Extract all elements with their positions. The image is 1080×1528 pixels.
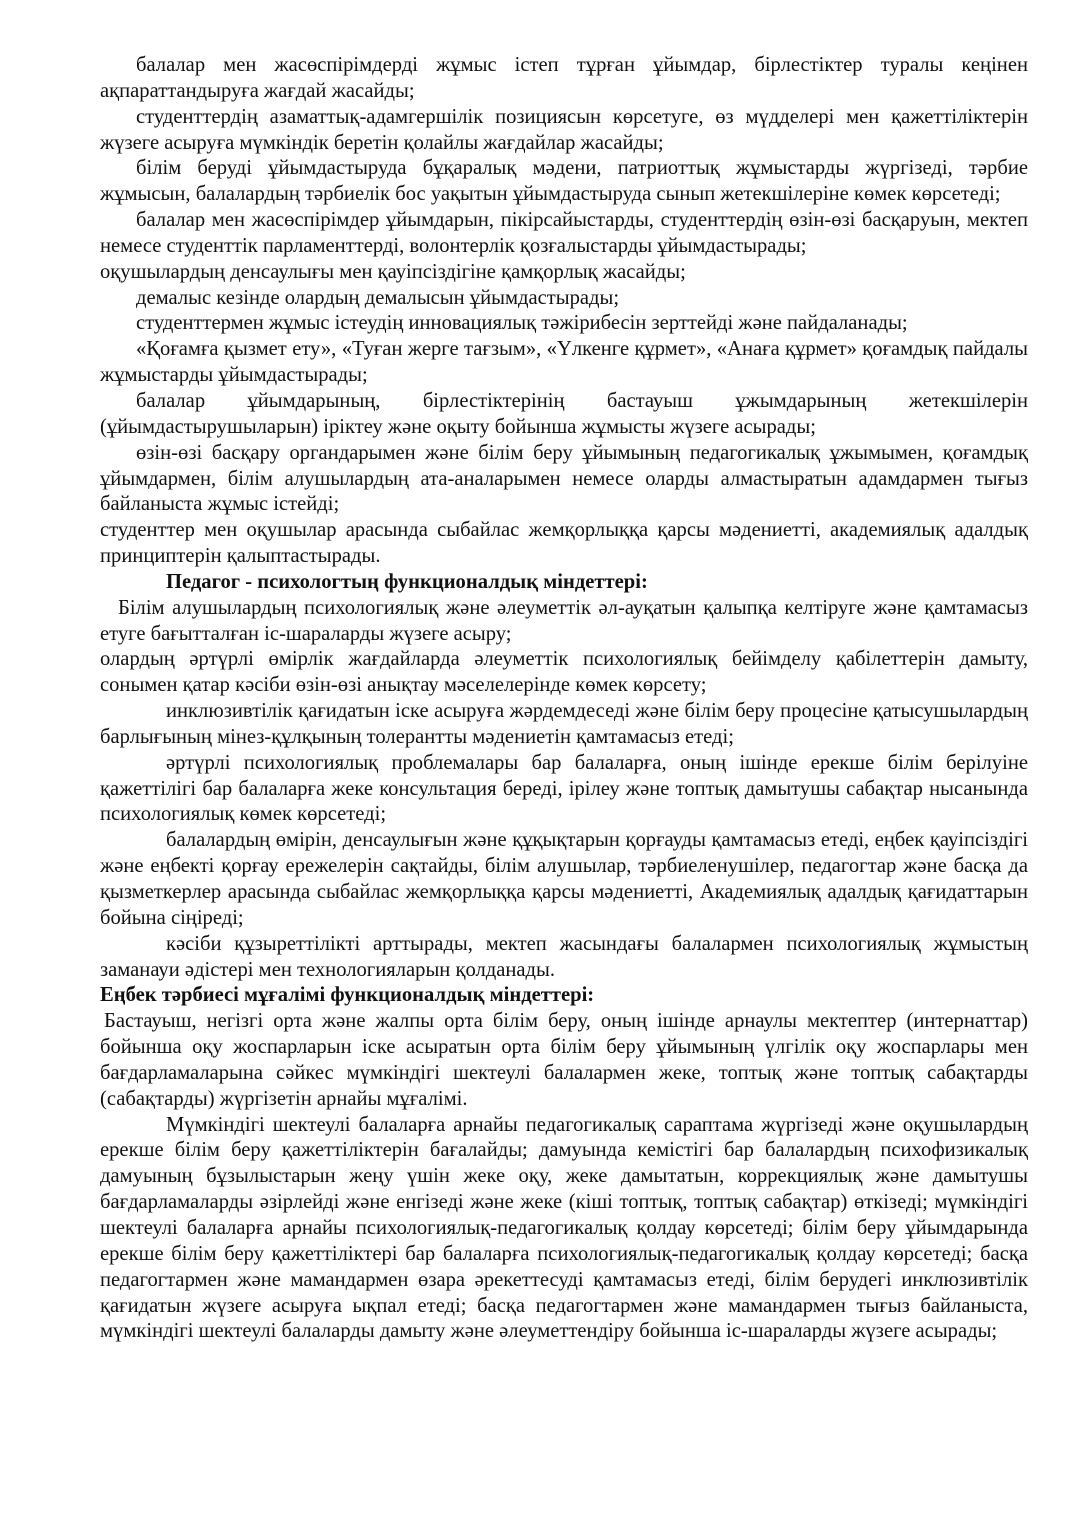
paragraph-8: «Қоғамға қызмет ету», «Туған жерге тағзым», «Үлкенге құрмет», «Анаға құрмет» қоғамдық пайдалы жұмыстарды ұйымдастырады; bbox=[100, 338, 1028, 387]
paragraph-14: инклюзивтілік қағидатын іске асыруға жәрдемдеседі және білім беру процесіне қатысушылардың барлығының мінез-құлқының толерантты мәдениетін қамтамасыз етеді; bbox=[100, 700, 1028, 748]
section-heading-labor-teacher: Еңбек тәрбиесі мұғалімі функционалдық міндеттері: bbox=[100, 984, 595, 1007]
paragraph-13: олардың әртүрлі өмірлік жағдайларда әлеуметтік психологиялық бейімделу қабілеттерін дамыту, сонымен қатар кәсіби өзін-өзі анықтау мәселелерінде көмек көрсету; bbox=[100, 648, 1028, 697]
paragraph-10: өзін-өзі басқару органдарымен және білім беру ұйымының педагогикалық ұжымымен, қоғамдық ұйымдармен, білім алушылардың ата-аналарымен немесе оларды алмастыратын адамдармен тығыз байланыста жұмыс істейді; bbox=[100, 441, 1028, 516]
paragraph-7: студенттермен жұмыс істеудің инновациялық тәжірибесін зерттейді және пайдаланады; bbox=[136, 312, 908, 335]
paragraph-12: Білім алушылардың психологиялық және әлеуметтік әл-ауқатын қалыпқа келтіруге және қамтамасыз етуге бағытталған іс-шараларды жүзеге асыру; bbox=[100, 596, 1028, 645]
paragraph-1: балалар мен жасөспірімдерді жұмыс істеп тұрған ұйымдар, бірлестіктер туралы кеңінен ақпараттандыруға жағдай жасайды; bbox=[100, 54, 1028, 102]
section-heading-psychologist: Педагог - психологтың функционалдық міндеттері: bbox=[166, 570, 648, 593]
paragraph-19: Мүмкіндігі шектеулі балаларға арнайы педагогикалық сараптама жүргізеді және оқушылардың ерекше білім беру қажеттіліктерін бағалайды; дамуында кемістігі бар балалардың психофизикалық дамуының бұзылыстарын жеңу үшін жеке оқу, жеке дамытатын, коррекциялық және дамытушы бағдарламаларды әзірлейді және енгізеді және жеке (кіші топтық, топтық сабақтар) өткізеді; мүмкіндігі шектеулі балаларға арнайы психологиялық-педагогикалық қолдау көрсетеді; білім беру ұйымдарында ерекше білім беру қажеттіліктері бар балаларға психологиялық-педагогикалық қолдау көрсетеді; басқа педагогтармен және мамандармен өзара әрекеттесуді қамтамасыз етеді, білім берудегі инклюзивтілік қағидатын жүзеге асыруға ықпал етеді; басқа педагогтармен және мамандармен тығыз байланыста, мүмкіндігі шектеулі балаларды дамыту және әлеуметтендіру бойынша іс-шараларды жүзеге асырады; bbox=[100, 1113, 1028, 1343]
paragraph-11: студенттер мен оқушылар арасында сыбайлас жемқорлыққа қарсы мәдениетті, академиялық адалдық принциптерін қалыптастырады. bbox=[100, 519, 1028, 568]
paragraph-17: кәсіби құзыреттілікті арттырады, мектеп жасындағы балалармен психологиялық жұмыстың заманауи әдістері мен технологияларын қолданады. bbox=[100, 932, 1028, 981]
paragraph-5: оқушылардың денсаулығы мен қауіпсіздігіне қамқорлық жасайды; bbox=[100, 260, 686, 283]
paragraph-18: Бастауыш, негізгі орта және жалпы орта білім беру, оның ішінде арнаулы мектептер (интернаттар) бойынша оқу жоспарларын іске асыратын орта білім беру ұйымының үлгілік оқу жоспарлары мен бағдарламаларына сәйкес мүмкіндігі шектеулі балалармен жеке, топтық және топтық сабақтарды (сабақтарды) жүргізетін арнайы мұғалімі. bbox=[100, 1010, 1028, 1110]
paragraph-15: әртүрлі психологиялық проблемалары бар балаларға, оның ішінде ерекше білім берілуіне қажеттілігі бар балаларға жеке консультация береді, ірілеу және топтық дамытушы сабақтар нысанында психологиялық көмек көрсетеді; bbox=[100, 751, 1028, 826]
document-page bbox=[100, 53, 1028, 1345]
paragraph-9: балалар ұйымдарының, бірлестіктерінің бастауыш ұжымдарының жетекшілерін (ұйымдастырушыларын) іріктеу және оқыту бойынша жұмысты жүзеге асырады; bbox=[100, 389, 1028, 438]
paragraph-16: балалардың өмірін, денсаулығын және құқықтарын қорғауды қамтамасыз етеді, еңбек қауіпсіздігі және еңбекті қорғау ережелерін сақтайды, білім алушылар, тәрбиеленушілер, педагогтар және басқа да қызметкерлер арасында сыбайлас жемқорлыққа қарсы мәдениетті, Академиялық адалдық қағидаттарын бойына сіңіреді; bbox=[100, 829, 1028, 929]
paragraph-2: студенттердің азаматтық-адамгершілік позициясын көрсетуге, өз мүдделері мен қажеттіліктерін жүзеге асыруға мүмкіндік беретін қолайлы жағдайлар жасайды; bbox=[100, 105, 1028, 154]
paragraph-3: білім беруді ұйымдастыруда бұқаралық мәдени, патриоттық жұмыстарды жүргізеді, тәрбие жұмысын, балалардың тәрбиелік бос уақытын ұйымдастыруда сынып жетекшілеріне көмек көрсетеді; bbox=[100, 157, 1028, 206]
paragraph-6: демалыс кезінде олардың демалысын ұйымдастырады; bbox=[136, 286, 620, 309]
paragraph-4: балалар мен жасөспірімдер ұйымдарын, пікірсайыстарды, студенттердің өзін-өзі басқаруын, мектеп немесе студенттік парламенттерді, волонтерлік қозғалыстарды ұйымдастырады; bbox=[100, 209, 1028, 257]
